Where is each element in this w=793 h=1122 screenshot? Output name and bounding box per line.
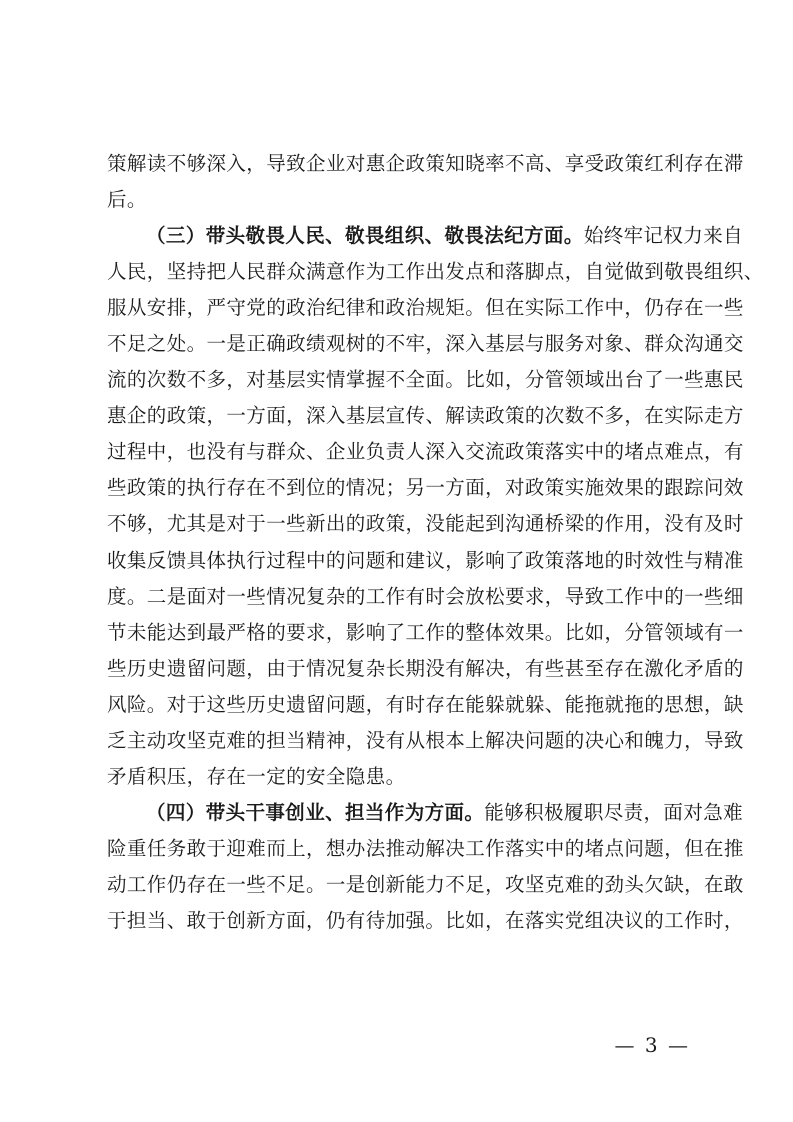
text-line-content: 惠企的政策，一方面，深入基层宣传、解读政策的次数不多，在实际走方 — [107, 404, 744, 428]
text-line — [107, 182, 691, 218]
text-line — [107, 723, 744, 759]
text-line-content: 矛盾积压，存在一定的安全隐患。 — [107, 764, 406, 788]
text-line-content: 过程中，也没有与群众、企业负责人深入交流政策落实中的堵点难点，有 — [107, 440, 744, 464]
text-line — [107, 506, 744, 542]
text-line — [107, 470, 744, 506]
text-line-content: 动工作仍存在一些不足。一是创新能力不足，攻坚克难的劲头欠缺，在敢 — [107, 872, 744, 896]
text-line-content: 不够，尤其是对于一些新出的政策，没能起到沟通桥梁的作用，没有及时 — [107, 512, 744, 536]
body-text — [107, 146, 764, 939]
text-line — [107, 434, 744, 470]
text-line-content: 度。二是面对一些情况复杂的工作有时会放松要求，导致工作中的一些细 — [107, 584, 744, 608]
text-line-content: 流的次数不多，对基层实情掌握不全面。比如，分管领域出台了一些惠民 — [107, 368, 744, 392]
text-line — [107, 867, 744, 903]
section-heading-line — [107, 795, 744, 831]
text-line — [107, 903, 744, 939]
text-line-content: 些历史遗留问题，由于情况复杂长期没有解决，有些甚至存在激化矛盾的 — [107, 656, 744, 680]
text-line-content: 能够积极履职尽责，面对急难 — [484, 800, 744, 824]
text-line-content: 策解读不够深入，导致企业对惠企政策知晓率不高、享受政策红利存在滞 — [107, 152, 744, 175]
text-line — [107, 398, 744, 434]
text-line — [107, 687, 744, 723]
text-line-content: 人民，坚持把人民群众满意作为工作出发点和落脚点，自觉做到敬畏组织、 — [107, 260, 764, 284]
text-line-content: 险重任务敢于迎难而上，想办法推动解决工作落实中的堵点问题，但在推 — [107, 836, 744, 860]
text-line — [107, 831, 744, 867]
section-heading-3: （三）带头敬畏人民、敬畏组织、敬畏法纪方面。 — [146, 224, 584, 248]
page-number: — 3 — — [614, 1033, 690, 1057]
text-line — [107, 651, 744, 687]
text-line — [107, 579, 744, 615]
text-line — [107, 543, 744, 579]
text-line-content: 于担当、敢于创新方面，仍有待加强。比如，在落实党组决议的工作时， — [107, 908, 744, 932]
text-line — [107, 146, 744, 182]
text-line — [107, 326, 744, 362]
text-line-content: 乏主动攻坚克难的担当精神，没有从根本上解决问题的决心和魄力，导致 — [107, 728, 744, 752]
text-line — [107, 615, 744, 651]
text-line-content: 始终牢记权力来自 — [583, 224, 744, 248]
text-line — [107, 362, 744, 398]
section-heading-4: （四）带头干事创业、担当作为方面。 — [146, 800, 485, 824]
text-line-content: 后。 — [107, 188, 147, 212]
text-line-content: 服从安排，严守党的政治纪律和政治规矩。但在实际工作中，仍存在一些 — [107, 296, 744, 320]
text-line — [107, 254, 764, 290]
text-line-content: 收集反馈具体执行过程中的问题和建议，影响了政策落地的时效性与精准 — [107, 548, 744, 572]
text-line — [107, 759, 691, 795]
text-line-content: 风险。对于这些历史遗留问题，有时存在能躲就躲、能拖就拖的思想，缺 — [107, 692, 744, 716]
text-line-content: 节未能达到最严格的要求，影响了工作的整体效果。比如，分管领域有一 — [107, 620, 744, 644]
text-line-content: 不足之处。一是正确政绩观树的不牢，深入基层与服务对象、群众沟通交 — [107, 332, 744, 356]
text-line — [107, 290, 744, 326]
text-line-content: 些政策的执行存在不到位的情况；另一方面，对政策实施效果的跟踪问效 — [107, 476, 744, 500]
section-heading-line — [107, 218, 744, 254]
